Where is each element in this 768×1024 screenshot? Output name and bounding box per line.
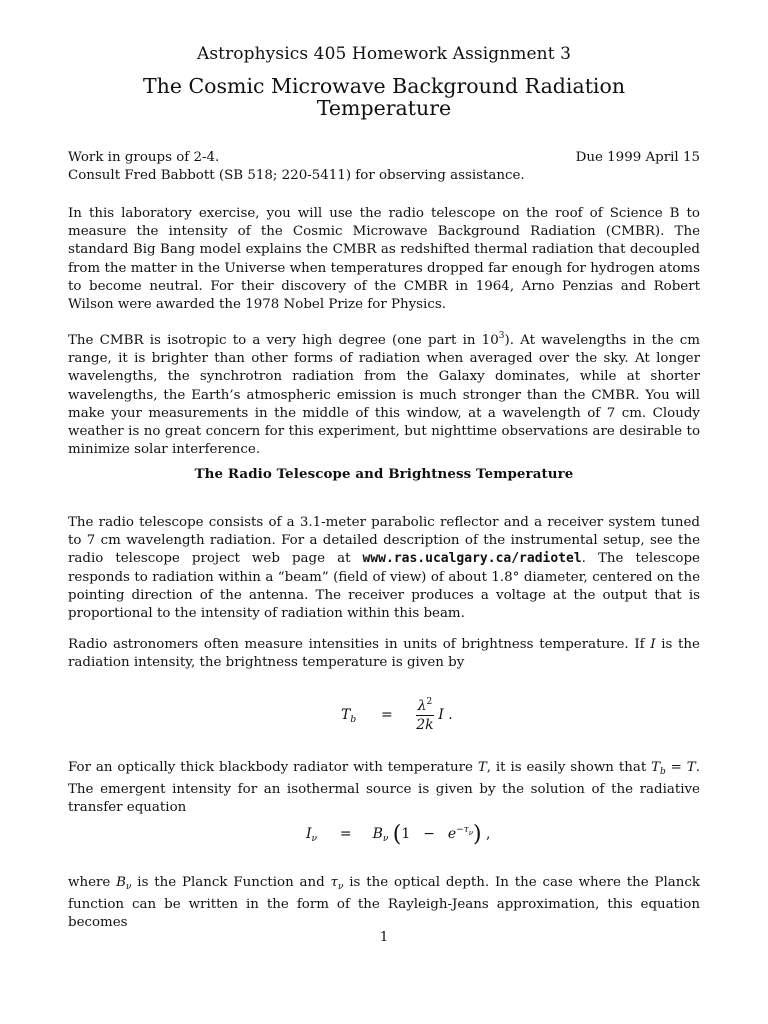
eq1-lhs-sub: b bbox=[350, 715, 357, 725]
eq2-e: e bbox=[447, 826, 457, 842]
course-header: Astrophysics 405 Homework Assignment 3 bbox=[196, 44, 572, 64]
eq1-fraction bbox=[416, 697, 435, 733]
eq2-planck: B bbox=[372, 826, 383, 842]
meta-row-1 bbox=[68, 149, 700, 167]
eq2-lhs: I bbox=[306, 826, 312, 842]
tau-symbol: τ bbox=[330, 875, 338, 890]
eq2-close-paren: ) bbox=[472, 822, 482, 847]
title-line-1: The Cosmic Microwave Background Radiation bbox=[142, 74, 626, 98]
section-paragraph-1 bbox=[68, 514, 700, 623]
eq2-relation: = bbox=[339, 826, 352, 842]
temperature-symbol-2: T bbox=[686, 760, 696, 775]
meta-row-2 bbox=[68, 167, 700, 185]
eq2-minus: − bbox=[423, 826, 435, 842]
group-size-note: Work in groups of 2-4. bbox=[68, 150, 220, 165]
title-line-2: Temperature bbox=[316, 96, 452, 120]
section-p4-text-c: is the optical depth. In the case where the Planck function can be written in the form of the Rayleigh-Jeans approximation, this equation becomes bbox=[68, 875, 700, 931]
section-heading: The Radio Telescope and Brightness Temperature bbox=[194, 466, 574, 482]
tau-symbol-sub: ν bbox=[337, 882, 344, 892]
section-paragraph-2 bbox=[68, 636, 700, 672]
eq2-exponent: −τ bbox=[456, 825, 469, 835]
eq1-lhs: T bbox=[341, 707, 351, 723]
section-p1-text-b: . The telescope responds to radiation within a “beam” (field of view) of about 1.8° diameter, centered on the pointing direction of the antenna. The receiver produces a voltage at the output that is proportional to the intensity of radiation within this beam. bbox=[68, 551, 700, 622]
section-p4-text-b: is the Planck Function and bbox=[131, 875, 331, 890]
brightness-temp-sub: b bbox=[660, 767, 666, 777]
radiative-transfer-equation bbox=[306, 822, 490, 847]
eq1-numerator-exp: 2 bbox=[426, 697, 433, 707]
eq2-comma: , bbox=[486, 826, 491, 842]
intro-paragraph-1-text: In this laboratory exercise, you will use the radio telescope on the roof of Science B to measure the intensity of the Cosmic Microwave Background Radiation (CMBR). The standard Big Bang model explains the CMBR as redshifted thermal radiation that decoupled from the matter in the Universe when temperatures dropped far enough for hydrogen atoms to become neutral. For their discovery of the CMBR in 1964, Arno Penzias and Robert Wilson were awarded the 1978 Nobel Prize for Physics. bbox=[68, 206, 700, 313]
eq2-one: 1 bbox=[401, 826, 411, 842]
section-p2-text-a: Radio astronomers often measure intensities in units of brightness temperature. If bbox=[68, 637, 651, 652]
page-title bbox=[0, 75, 768, 119]
intro-paragraph-1 bbox=[68, 205, 700, 314]
eq1-intensity: I bbox=[438, 707, 444, 723]
consult-note: Consult Fred Babbott (SB 518; 220-5411) for observing assistance. bbox=[68, 168, 525, 184]
eq2-open-paren: ( bbox=[392, 822, 402, 847]
section-paragraph-4 bbox=[68, 874, 700, 933]
section-p3-text-c: . The emergent intensity for an isothermal source is given by the solution of the radiative transfer equation bbox=[68, 760, 700, 816]
section-p4-text-a: where bbox=[68, 875, 117, 890]
eq1-period: . bbox=[448, 707, 453, 723]
eq1-denominator: 2k bbox=[416, 717, 434, 733]
brightness-temperature-equation bbox=[341, 697, 453, 733]
intro-p2-text-a: The CMBR is isotropic to a very high degree (one part in 10 bbox=[68, 333, 499, 348]
intro-p2-text-b: ). At wavelengths in the cm range, it is brighter than other forms of radiation when averaged over the sky. At longer wavelengths, the synchrotron radiation from the Galaxy dominates, while at shorter wavelengths, the Earth’s atmospheric emission is much stronger than the CMBR. You will make your measurements in the middle of this window, at a wavelength of 7 cm. Cloudy weather is no great concern for this experiment, but nighttime observations are desirable to minimize solar interference. bbox=[68, 333, 701, 458]
eq1-numerator: λ bbox=[417, 698, 427, 714]
temperature-symbol: T bbox=[477, 760, 487, 775]
assignment-meta bbox=[68, 149, 700, 185]
intro-p2-exponent: 3 bbox=[498, 331, 505, 341]
planck-symbol: B bbox=[116, 875, 126, 890]
planck-symbol-sub: ν bbox=[126, 882, 132, 892]
section-p1-text-a: The radio telescope consists of a 3.1-meter parabolic reflector and a receiver system tuned to 7 cm wavelength radiation. For a detailed description of the instrumental setup, see the radio telescope project web page at bbox=[68, 515, 700, 567]
page-number: 1 bbox=[379, 930, 389, 945]
section-p2-text-b: is the radiation intensity, the brightness temperature is given by bbox=[68, 637, 700, 671]
section-paragraph-3 bbox=[68, 759, 700, 818]
section-p3-text-b: , it is easily shown that bbox=[486, 760, 652, 775]
brightness-temp-symbol: T bbox=[651, 760, 661, 775]
eq2-lhs-sub: ν bbox=[311, 834, 318, 844]
eq2-exponent-sub: ν bbox=[468, 829, 473, 837]
due-date: Due 1999 April 15 bbox=[575, 150, 700, 165]
eq2-planck-sub: ν bbox=[382, 834, 389, 844]
radiotel-url-link[interactable]: www.ras.ucalgary.ca/radiotel bbox=[362, 551, 582, 567]
intensity-symbol: I bbox=[650, 637, 656, 652]
section-p3-text-a: For an optically thick blackbody radiator with temperature bbox=[68, 760, 478, 775]
equals-sign: = bbox=[665, 760, 687, 775]
intro-paragraph-2 bbox=[68, 327, 700, 459]
eq1-relation: = bbox=[381, 707, 393, 723]
